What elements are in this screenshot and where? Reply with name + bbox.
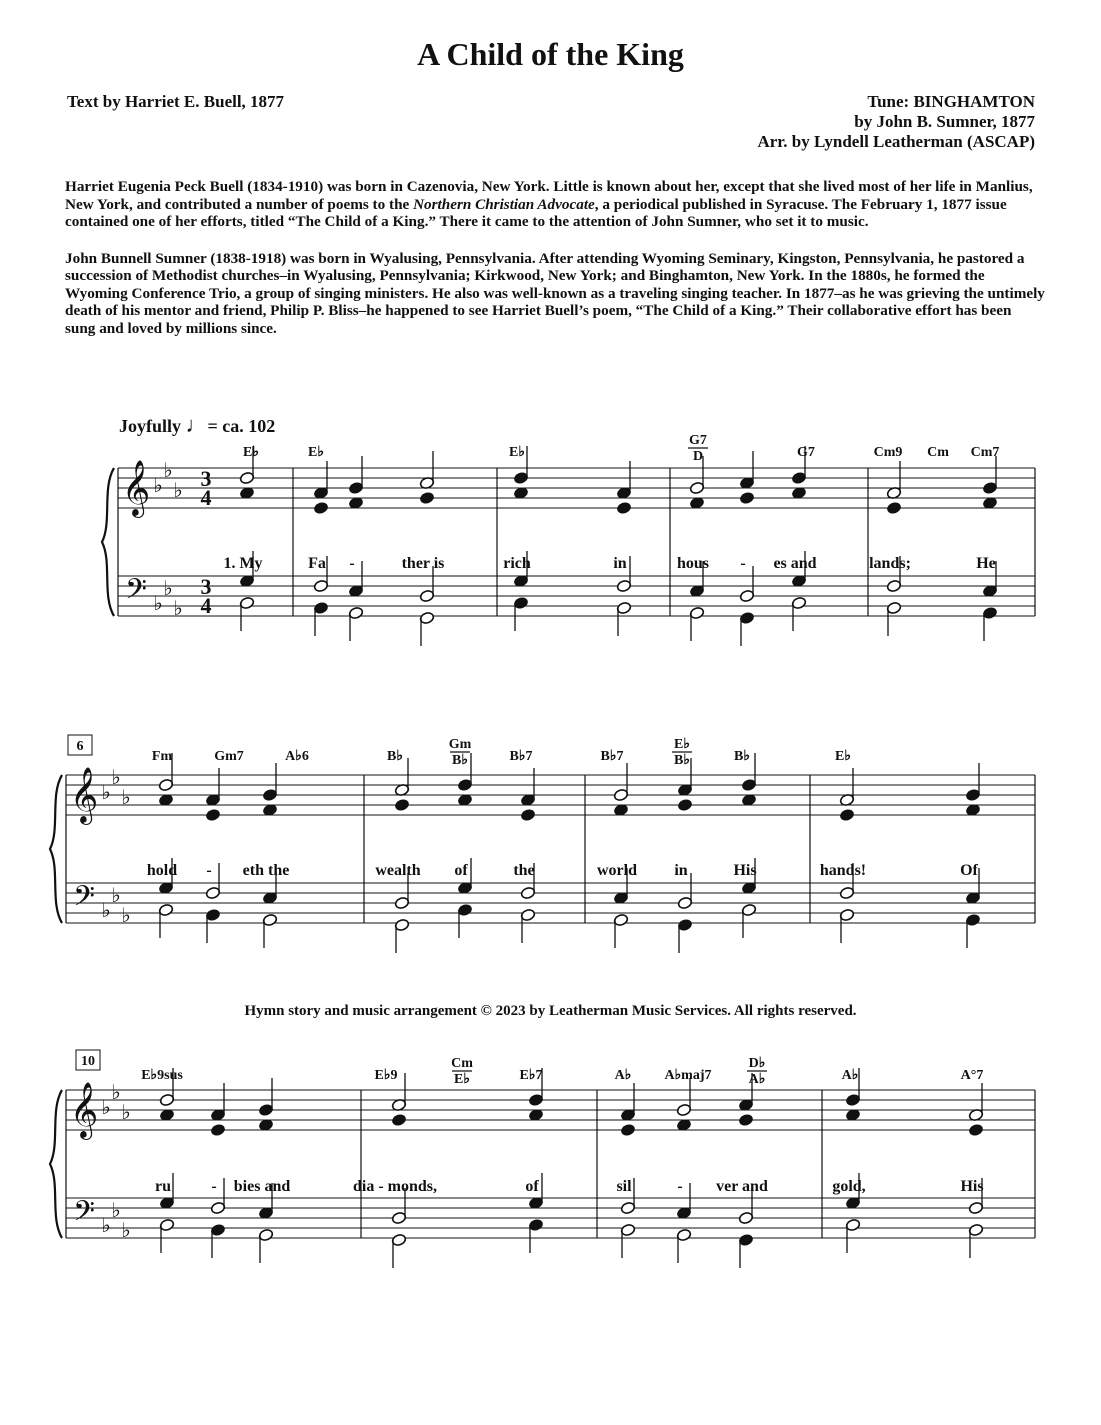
lyric-syllable: hous	[676, 555, 710, 572]
story-text: , a periodical published in Syracuse. The February 1, 1877 issue contained one of her efforts, titled “The Child of a King.” There it came to the attention of John Sumner, who set it to music.	[65, 195, 1007, 230]
chord-symbol: A♭	[841, 1068, 859, 1083]
tune-name: Tune: BINGHAMTON	[867, 92, 1035, 111]
lyric-syllable: -	[677, 1178, 683, 1195]
grand-staff-brace	[50, 775, 62, 923]
lyric-syllable: hold	[146, 862, 178, 879]
key-flat-icon: ♭	[173, 596, 183, 620]
lyric-syllable: es and	[773, 555, 817, 572]
song-title: A Child of the King	[417, 36, 684, 72]
key-flat-icon: ♭	[121, 1100, 131, 1124]
chord-symbol: A♭	[614, 1068, 632, 1083]
treble-clef-icon: 𝄞	[121, 460, 151, 516]
grand-staff-brace	[50, 1090, 62, 1238]
chord-symbol: A♭	[748, 1072, 766, 1087]
chord-symbol: D	[692, 449, 704, 464]
lyric-syllable: in	[613, 555, 627, 572]
key-flat-icon: ♭	[111, 1080, 121, 1104]
quarter-note-icon: ♩	[185, 412, 208, 437]
lyric-syllable: in	[674, 862, 688, 879]
lyric-syllable: 1. My	[223, 555, 263, 572]
key-flat-icon: ♭	[153, 591, 163, 615]
lyric-syllable: the	[513, 862, 535, 879]
measure-number: 10	[81, 1054, 95, 1069]
chord-symbol: E♭	[509, 445, 525, 460]
chord-symbol: B♭7	[600, 749, 624, 764]
treble-clef-icon: 𝄞	[69, 1082, 99, 1138]
chord-symbol: A♭maj7	[664, 1068, 712, 1083]
alto-note	[210, 1123, 225, 1136]
chord-symbol: A°7	[960, 1068, 984, 1083]
lyric-syllable: Of	[960, 862, 978, 879]
lyric-syllable: sil	[616, 1178, 632, 1195]
lyric-syllable: wealth	[375, 862, 421, 879]
chord-symbol: B♭7	[509, 749, 533, 764]
lyric-syllable: ver and	[716, 1178, 768, 1195]
alto-note	[738, 1113, 753, 1126]
treble-clef-icon: 𝄞	[69, 767, 99, 823]
chord-symbol: A♭6	[285, 749, 309, 764]
chord-symbol: B♭	[387, 749, 403, 764]
alto-note	[739, 491, 754, 504]
lyric-syllable: world	[597, 862, 637, 879]
alto-note	[313, 501, 328, 514]
key-flat-icon: ♭	[121, 903, 131, 927]
lyric-syllable: hands!	[819, 862, 867, 879]
chord-symbol: G7	[797, 445, 815, 460]
alto-note	[616, 501, 631, 514]
lyric-syllable: ru	[155, 1178, 171, 1195]
alto-note	[205, 808, 220, 821]
chord-symbol: Cm	[927, 445, 949, 460]
tempo-word: Joyfully	[119, 416, 182, 436]
alto-note	[520, 808, 535, 821]
lyric-syllable: His	[733, 862, 757, 879]
lyric-syllable: -	[211, 1178, 217, 1195]
key-flat-icon: ♭	[101, 780, 111, 804]
bass-clef-icon: 𝄢	[73, 880, 95, 920]
story-text: John Bunnell Sumner (1838-1918) was born in Wyalusing, Pennsylvania. After attending Wyoming Seminary, Kingston, Pennsylvania, he pastored a succession of Methodist churches–in Wyalusing, Pennsylvania; Kirkwood, New York; and Binghamton, New York. In the 1880s, he formed the Wyoming Conference Trio, a group of singing ministers. He also was well-known as a traveling singing teacher. In 1877–as he was grieving the untimely death of his mentor and friend, Philip P. Bliss–he happened to see Harriet Buell’s poem, “The Child of a King.” Their collaborative effort has been sung and loved by millions since.	[65, 249, 1045, 337]
text-credit: Text by Harriet E. Buell, 1877	[67, 92, 285, 111]
key-flat-icon: ♭	[101, 898, 111, 922]
composer: by John B. Sumner, 1877	[854, 112, 1035, 131]
chord-symbol: E♭9sus	[141, 1068, 183, 1083]
chord-symbol: Gm	[448, 737, 472, 752]
tempo-value: = ca. 102	[207, 416, 276, 436]
key-flat-icon: ♭	[163, 576, 173, 600]
time-signature: 3	[200, 574, 212, 599]
arranger: Arr. by Lyndell Leatherman (ASCAP)	[757, 132, 1035, 151]
grand-staff-brace	[102, 468, 114, 616]
time-signature: 4	[200, 485, 212, 510]
lyric-syllable: -	[349, 555, 355, 572]
alto-note	[391, 1113, 406, 1126]
bass-clef-icon: 𝄢	[125, 573, 147, 613]
lyric-syllable: -	[206, 862, 212, 879]
chord-symbol: E♭	[308, 445, 324, 460]
lyric-syllable: eth the	[242, 862, 290, 879]
lyric-syllable: of	[525, 1178, 539, 1195]
time-signature: 3	[200, 466, 212, 491]
chord-symbol: B♭	[674, 753, 690, 768]
lyric-syllable: He	[976, 555, 996, 572]
key-flat-icon: ♭	[163, 458, 173, 482]
lyric-syllable: -	[740, 555, 746, 572]
copyright-footer: Hymn story and music arrangement © 2023 by Leatherman Music Services. All rights reserved.	[244, 1003, 857, 1019]
alto-note	[620, 1123, 635, 1136]
chord-symbol: B♭	[734, 749, 750, 764]
alto-note	[419, 491, 434, 504]
chord-symbol: D♭	[748, 1056, 766, 1071]
key-flat-icon: ♭	[121, 785, 131, 809]
chord-symbol: E♭7	[519, 1068, 543, 1083]
key-flat-icon: ♭	[173, 478, 183, 502]
key-flat-icon: ♭	[111, 1198, 121, 1222]
alto-note	[968, 1123, 983, 1136]
lyric-syllable: bies and	[233, 1178, 291, 1195]
key-flat-icon: ♭	[111, 765, 121, 789]
chord-symbol: E♭9	[374, 1068, 398, 1083]
alto-note	[839, 808, 854, 821]
lyric-syllable: dia - monds,	[352, 1178, 438, 1195]
chord-symbol: E♭	[243, 445, 259, 460]
lyric-syllable: of	[454, 862, 468, 879]
chord-symbol: B♭	[452, 753, 468, 768]
chord-symbol: Fm	[151, 749, 173, 764]
chord-symbol: Gm7	[214, 749, 244, 764]
lyric-syllable: lands;	[869, 555, 911, 572]
bass-clef-icon: 𝄢	[73, 1195, 95, 1235]
lyric-syllable: gold,	[832, 1178, 866, 1195]
alto-note	[677, 798, 692, 811]
lyric-syllable: Fa	[308, 555, 326, 572]
lyric-syllable: rich	[503, 555, 531, 572]
chord-symbol: E♭	[835, 749, 851, 764]
lyric-syllable: His	[960, 1178, 984, 1195]
key-flat-icon: ♭	[121, 1218, 131, 1242]
publication-title: Northern Christian Advocate	[413, 195, 595, 213]
lyric-syllable: ther is	[401, 555, 445, 572]
time-signature: 4	[200, 593, 212, 618]
key-flat-icon: ♭	[111, 883, 121, 907]
key-flat-icon: ♭	[101, 1213, 111, 1237]
chord-symbol: Cm	[451, 1056, 473, 1071]
chord-symbol: Cm9	[873, 445, 903, 460]
key-flat-icon: ♭	[101, 1095, 111, 1119]
measure-number: 6	[76, 739, 84, 754]
chord-symbol: E♭	[674, 737, 690, 752]
chord-symbol: Cm7	[970, 445, 1000, 460]
story-text: Harriet Eugenia Peck Buell (1834-1910) was born in Cazenovia, New York. Little is known about her, except that she lived most of her life in Manlius, New York, and contributed a number of poems to the	[65, 178, 1033, 213]
key-flat-icon: ♭	[153, 473, 163, 497]
alto-note	[394, 798, 409, 811]
alto-note	[886, 501, 901, 514]
chord-symbol: E♭	[454, 1072, 470, 1087]
chord-symbol: G7	[689, 433, 707, 448]
